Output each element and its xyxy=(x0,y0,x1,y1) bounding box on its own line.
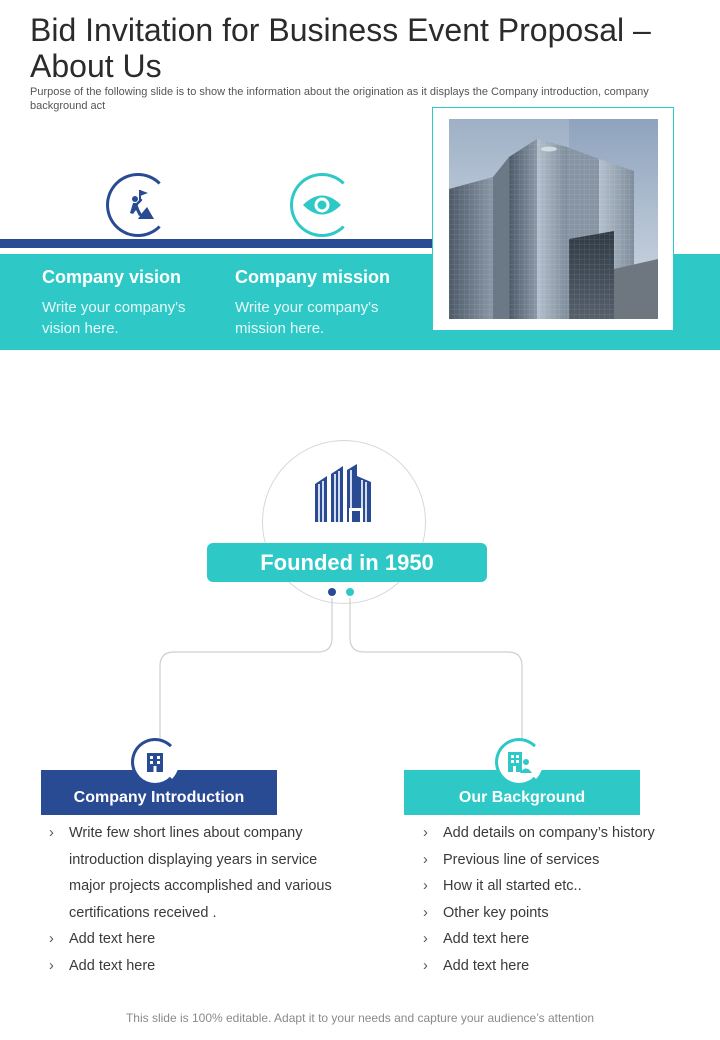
page-title: Bid Invitation for Business Event Proposal – About Us xyxy=(30,12,651,84)
vision-heading: Company vision xyxy=(42,267,182,287)
background-heading: Our Background xyxy=(404,770,640,815)
office-building-icon xyxy=(144,751,166,773)
vision-text: Write your company's vision here. xyxy=(42,299,186,337)
list-item: › Add text here xyxy=(421,953,711,980)
list-item: › Write few short lines about company introduction displaying years in service major projects accomplished and various certifications received . xyxy=(47,820,337,926)
vision-icon-circle xyxy=(106,173,170,237)
list-item: › Other key points xyxy=(421,900,711,927)
navy-divider-line xyxy=(0,239,432,248)
page-subtitle: Purpose of the following slide is to show the information about the origination as it displays the Company introduction, company background act xyxy=(30,86,649,112)
list-item: › How it all started etc.. xyxy=(421,873,711,900)
list-item: › Add text here xyxy=(421,926,711,953)
intro-bullet-list xyxy=(47,820,337,979)
footer-note: This slide is 100% editable. Adapt it to your needs and capture your audience’s attention xyxy=(125,1011,595,1025)
buildings-icon xyxy=(313,462,375,524)
list-item: › Add text here xyxy=(47,953,337,980)
intro-heading: Company Introduction xyxy=(41,770,277,815)
mission-heading: Company mission xyxy=(235,267,391,287)
background-bullet-list xyxy=(421,820,711,979)
intro-icon-circle xyxy=(131,738,179,786)
connector-lines xyxy=(0,590,720,750)
mission-text: Write your company's mission here. xyxy=(235,299,379,337)
founded-label: Founded in 1950 xyxy=(207,543,487,582)
building-person-icon xyxy=(506,750,532,774)
skyscraper-photo xyxy=(449,119,658,319)
mission-icon-circle xyxy=(290,173,354,237)
eye-icon xyxy=(301,190,343,220)
list-item: › Add details on company’s history xyxy=(421,820,711,847)
list-item: › Previous line of services xyxy=(421,847,711,874)
background-icon-circle xyxy=(495,738,543,786)
climber-flag-icon xyxy=(118,185,158,225)
list-item: › Add text here xyxy=(47,926,337,953)
photo-frame xyxy=(432,107,674,331)
